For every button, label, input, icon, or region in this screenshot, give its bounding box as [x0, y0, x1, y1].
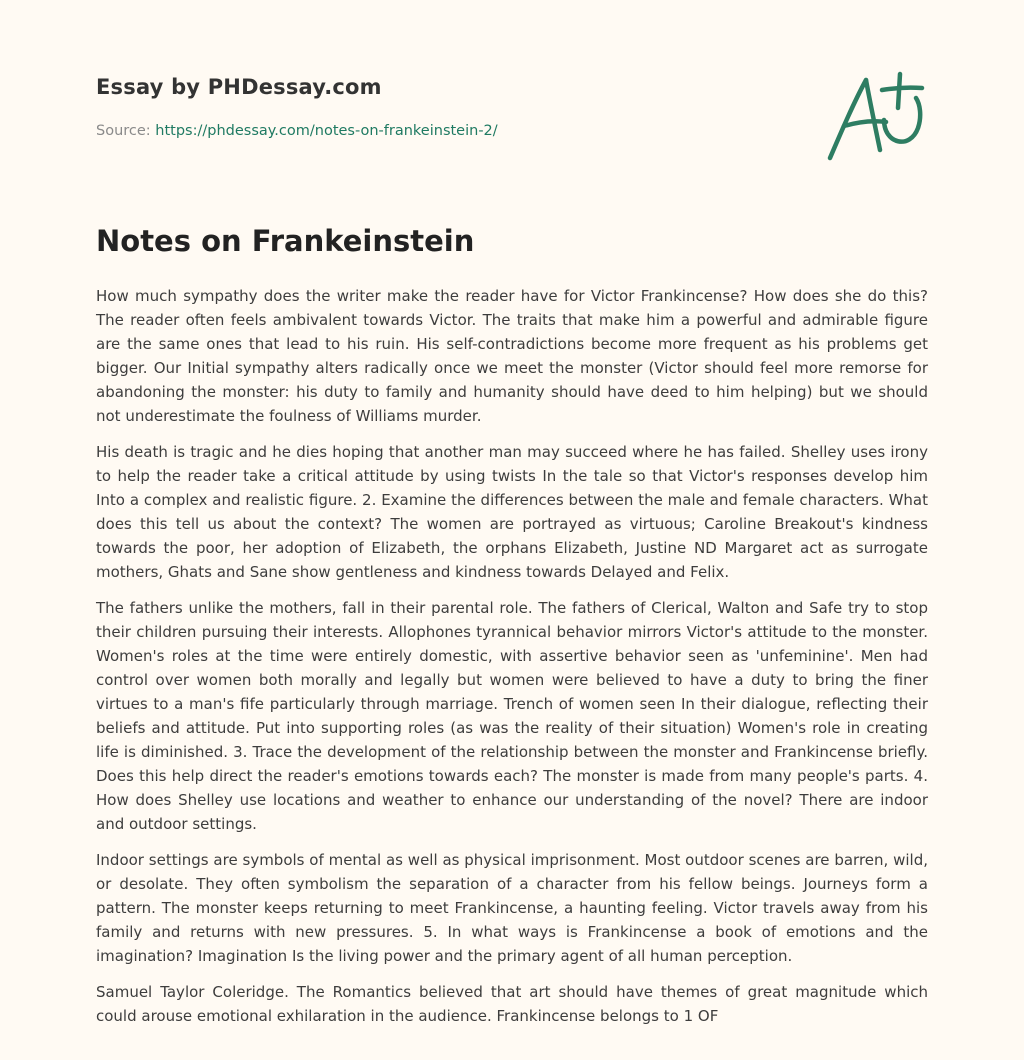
- source-label: Source:: [96, 123, 151, 139]
- site-brand: Essay by PHDessay.com: [96, 75, 382, 99]
- source-link[interactable]: https://phdessay.com/notes-on-frankeinstein-2/: [155, 123, 498, 139]
- essay-paragraph: Samuel Taylor Coleridge. The Romantics believed that art should have themes of great magnitude which could arouse emotional exhilaration in the audience. Frankincense belongs to 1 OF: [96, 983, 928, 1025]
- essay-title: Notes on Frankeinstein: [96, 224, 475, 258]
- a-plus-logo-icon: [820, 68, 928, 164]
- essay-paragraph: How much sympathy does the writer make the reader have for Victor Frankincense? How does she do this? The reader often feels ambivalent towards Victor. The traits that make him a powerful and admirable figure are the same ones that lead to his ruin. His self-contradictions become more frequent as his problems get bigger. Our Initial sympathy alters radically once we meet the monster (Victor should feel more remorse for abandoning the monster: his duty to family and humanity should have deed to him helping) but we should not underestimate the foulness of Williams murder.: [96, 287, 928, 425]
- essay-paragraph: Indoor settings are symbols of mental as well as physical imprisonment. Most outdoor scenes are barren, wild, or desolate. They often symbolism the separation of a character from his fellow beings. Journeys form a pattern. The monster keeps returning to meet Frankincense, a haunting feeling. Victor travels away from his family and returns with new pressures. 5. In what ways is Frankincense a book of emotions and the imagination? Imagination Is the living power and the primary agent of all human perception.: [96, 851, 928, 965]
- source-line: [96, 123, 498, 139]
- essay-body: [96, 284, 928, 1040]
- essay-paragraph: His death is tragic and he dies hoping that another man may succeed where he has failed. Shelley uses irony to help the reader take a critical attitude by using twists In the tale so that Victor's responses develop him Into a complex and realistic figure. 2. Examine the differences between the male and female characters. What does this tell us about the context? The women are portrayed as virtuous; Caroline Breakout's kindness towards the poor, her adoption of Elizabeth, the orphans Elizabeth, Justine ND Margaret act as surrogate mothers, Ghats and Sane show gentleness and kindness towards Delayed and Felix.: [96, 443, 928, 581]
- essay-paragraph: The fathers unlike the mothers, fall in their parental role. The fathers of Clerical, Walton and Safe try to stop their children pursuing their interests. Allophones tyrannical behavior mirrors Victor's attitude to the monster. Women's roles at the time were entirely domestic, with assertive behavior seen as 'unfeminine'. Men had control over women both morally and legally but women were believed to have a duty to bring the finer virtues to a man's fife particularly through marriage. Trench of women seen In their dialogue, reflecting their beliefs and attitude. Put into supporting roles (as was the reality of their situation) Women's role in creating life is diminished. 3. Trace the development of the relationship between the monster and Frankincense briefly. Does this help direct the reader's emotions towards each? The monster is made from many people's parts. 4. How does Shelley use locations and weather to enhance our understanding of the novel? There are indoor and outdoor settings.: [96, 599, 928, 833]
